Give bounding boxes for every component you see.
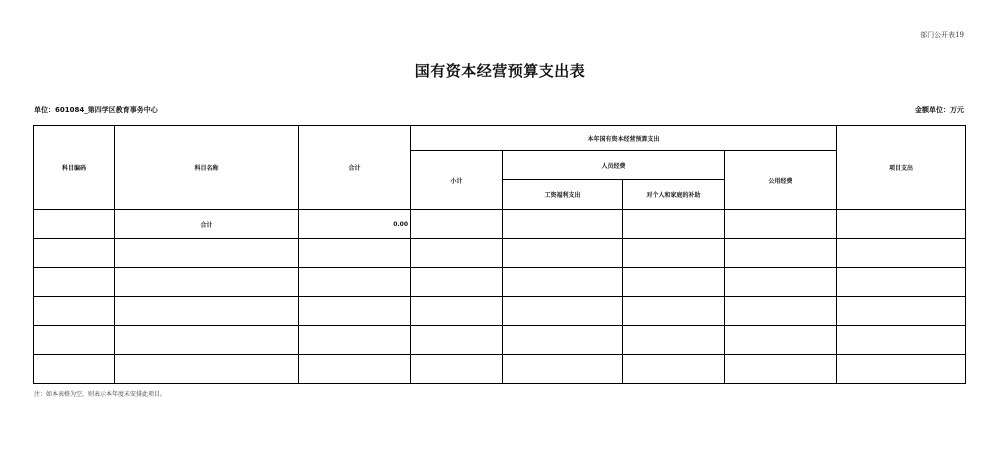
cell-wage xyxy=(503,326,623,355)
cell-household xyxy=(623,355,725,384)
table-row xyxy=(34,239,966,268)
cell-project xyxy=(837,210,966,239)
expenditure-table xyxy=(33,125,966,384)
cell-name xyxy=(115,326,299,355)
table-row xyxy=(34,326,966,355)
cell-project xyxy=(837,268,966,297)
cell-project xyxy=(837,297,966,326)
cell-project xyxy=(837,326,966,355)
cell-total xyxy=(299,355,411,384)
cell-public xyxy=(725,297,837,326)
cell-total: 0.00 xyxy=(299,210,411,239)
cell-public xyxy=(725,268,837,297)
table-row xyxy=(34,210,966,239)
cell-household xyxy=(623,210,725,239)
cell-wage xyxy=(503,297,623,326)
cell-subtotal xyxy=(411,268,503,297)
cell-name: 合计 xyxy=(115,210,299,239)
table-row xyxy=(34,355,966,384)
footnote: 注：如本表格为空，则表示本年度未安排此项目。 xyxy=(34,391,167,398)
cell-household xyxy=(623,268,725,297)
header-personnel: 人员经费 xyxy=(503,151,725,180)
cell-name xyxy=(115,297,299,326)
header-subject-name: 科目名称 xyxy=(115,126,299,210)
unit-label: 单位：601084_第四学区教育事务中心 xyxy=(34,106,158,114)
header-household-subsidy: 对个人和家庭的补助 xyxy=(623,180,725,210)
cell-public xyxy=(725,326,837,355)
header-wage-welfare: 工资福利支出 xyxy=(503,180,623,210)
header-subject-code: 科目编码 xyxy=(34,126,115,210)
header-project: 项目支出 xyxy=(837,126,966,210)
cell-subtotal xyxy=(411,297,503,326)
cell-household xyxy=(623,239,725,268)
cell-total xyxy=(299,268,411,297)
cell-public xyxy=(725,355,837,384)
header-public-funds: 公用经费 xyxy=(725,151,837,210)
cell-household xyxy=(623,297,725,326)
cell-public xyxy=(725,210,837,239)
cell-wage xyxy=(503,268,623,297)
cell-name xyxy=(115,355,299,384)
cell-subtotal xyxy=(411,355,503,384)
cell-code xyxy=(34,355,115,384)
table-row xyxy=(34,297,966,326)
cell-subtotal xyxy=(411,210,503,239)
header-total: 合计 xyxy=(299,126,411,210)
amount-unit-label: 金额单位：万元 xyxy=(915,106,964,114)
cell-project xyxy=(837,355,966,384)
cell-name xyxy=(115,239,299,268)
cell-code xyxy=(34,326,115,355)
cell-wage xyxy=(503,355,623,384)
cell-total xyxy=(299,239,411,268)
cell-subtotal xyxy=(411,239,503,268)
cell-public xyxy=(725,239,837,268)
table-row xyxy=(34,268,966,297)
cell-total xyxy=(299,297,411,326)
cell-code xyxy=(34,210,115,239)
cell-wage xyxy=(503,210,623,239)
cell-code xyxy=(34,297,115,326)
cell-code xyxy=(34,239,115,268)
cell-code xyxy=(34,268,115,297)
cell-total xyxy=(299,326,411,355)
cell-project xyxy=(837,239,966,268)
cell-household xyxy=(623,326,725,355)
header-current-year-group: 本年国有资本经营预算支出 xyxy=(411,126,837,151)
cell-wage xyxy=(503,239,623,268)
header-subtotal: 小计 xyxy=(411,151,503,210)
form-id: 部门公开表19 xyxy=(920,31,964,39)
page-title: 国有资本经营预算支出表 xyxy=(414,62,586,80)
cell-subtotal xyxy=(411,326,503,355)
cell-name xyxy=(115,268,299,297)
